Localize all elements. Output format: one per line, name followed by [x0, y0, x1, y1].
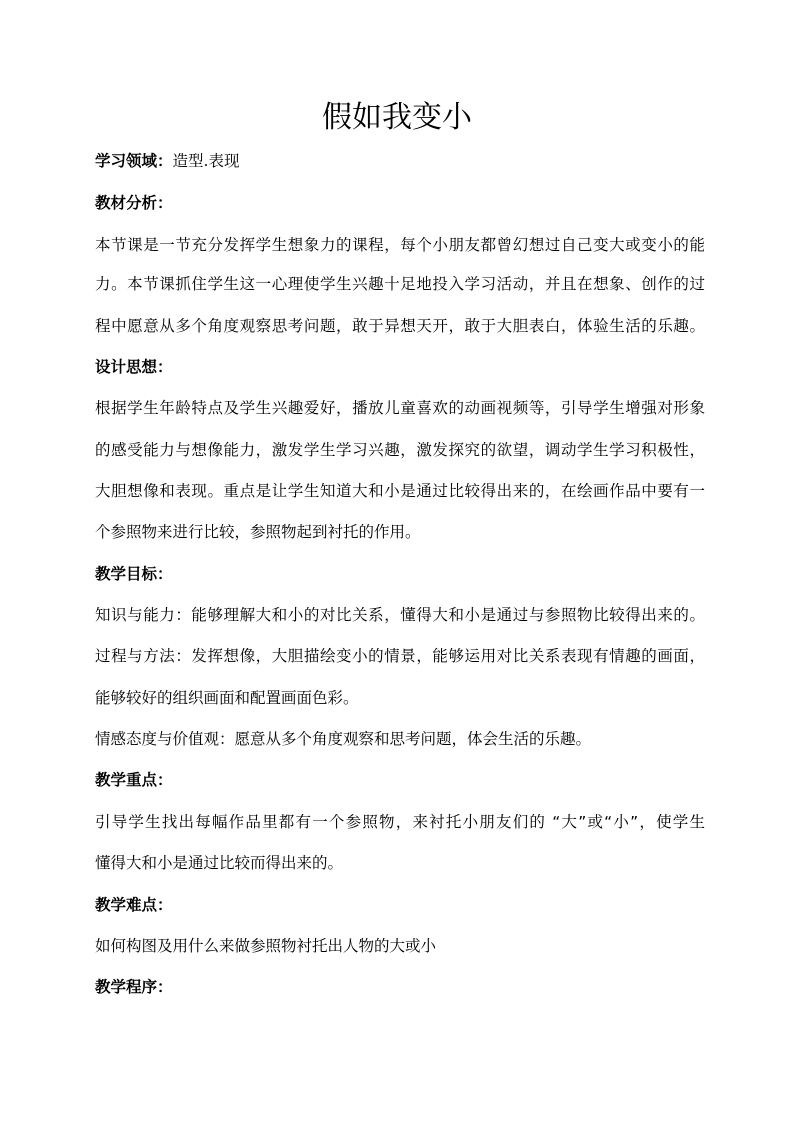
keypoints-line: 引导学生找出每幅作品里都有一个参照物，来衬托小朋友们的 “大”或“小”，使学生 — [95, 813, 705, 831]
goals-line: 能够较好的组织画面和配置画面色彩。 — [95, 689, 359, 707]
document-title: 假如我变小 — [322, 100, 472, 135]
design-line: 的感受能力与想像能力，激发学生学习兴趣，激发探究的欲望，调动学生学习积极性， — [95, 441, 705, 459]
analysis-heading: 教材分析： — [95, 194, 173, 212]
keypoints-line: 懂得大和小是通过比较而得出来的。 — [95, 854, 344, 872]
keypoints-heading: 教学重点： — [95, 771, 173, 789]
analysis-line: 力。本节课抓住学生这一心理使学生兴趣十足地投入学习活动，并且在想象、创作的过 — [95, 275, 705, 293]
procedure-heading: 教学程序： — [95, 978, 173, 996]
learning-field-value: 造型.表现 — [172, 152, 240, 170]
learning-field-label: 学习领域： — [95, 152, 173, 170]
analysis-line: 程中愿意从多个角度观察思考问题，敢于异想天开，敢于大胆表白，体验生活的乐趣。 — [95, 317, 705, 335]
difficulties-heading: 教学难点： — [95, 896, 173, 914]
design-line: 个参照物来进行比较，参照物起到衬托的作用。 — [95, 523, 421, 541]
design-line: 根据学生年龄特点及学生兴趣爱好，播放儿童喜欢的动画视频等，引导学生增强对形象 — [95, 399, 705, 417]
goals-line: 知识与能力：能够理解大和小的对比关系，懂得大和小是通过与参照物比较得出来的。 — [95, 606, 705, 624]
design-heading: 设计思想： — [95, 358, 173, 376]
goals-line: 情感态度与价值观：愿意从多个角度观察和思考问题，体会生活的乐趣。 — [95, 730, 592, 748]
analysis-line: 本节课是一节充分发挥学生想象力的课程，每个小朋友都曾幻想过自己变大或变小的能 — [95, 236, 705, 254]
goals-line: 过程与方法：发挥想像，大胆描绘变小的情景，能够运用对比关系表现有情趣的画面， — [95, 647, 705, 665]
learning-field-row — [95, 151, 705, 171]
design-line: 大胆想像和表现。重点是让学生知道大和小是通过比较得出来的，在绘画作品中要有一 — [95, 482, 705, 500]
difficulties-line: 如何构图及用什么来做参照物衬托出人物的大或小 — [95, 937, 437, 955]
goals-heading: 教学目标： — [95, 565, 173, 583]
